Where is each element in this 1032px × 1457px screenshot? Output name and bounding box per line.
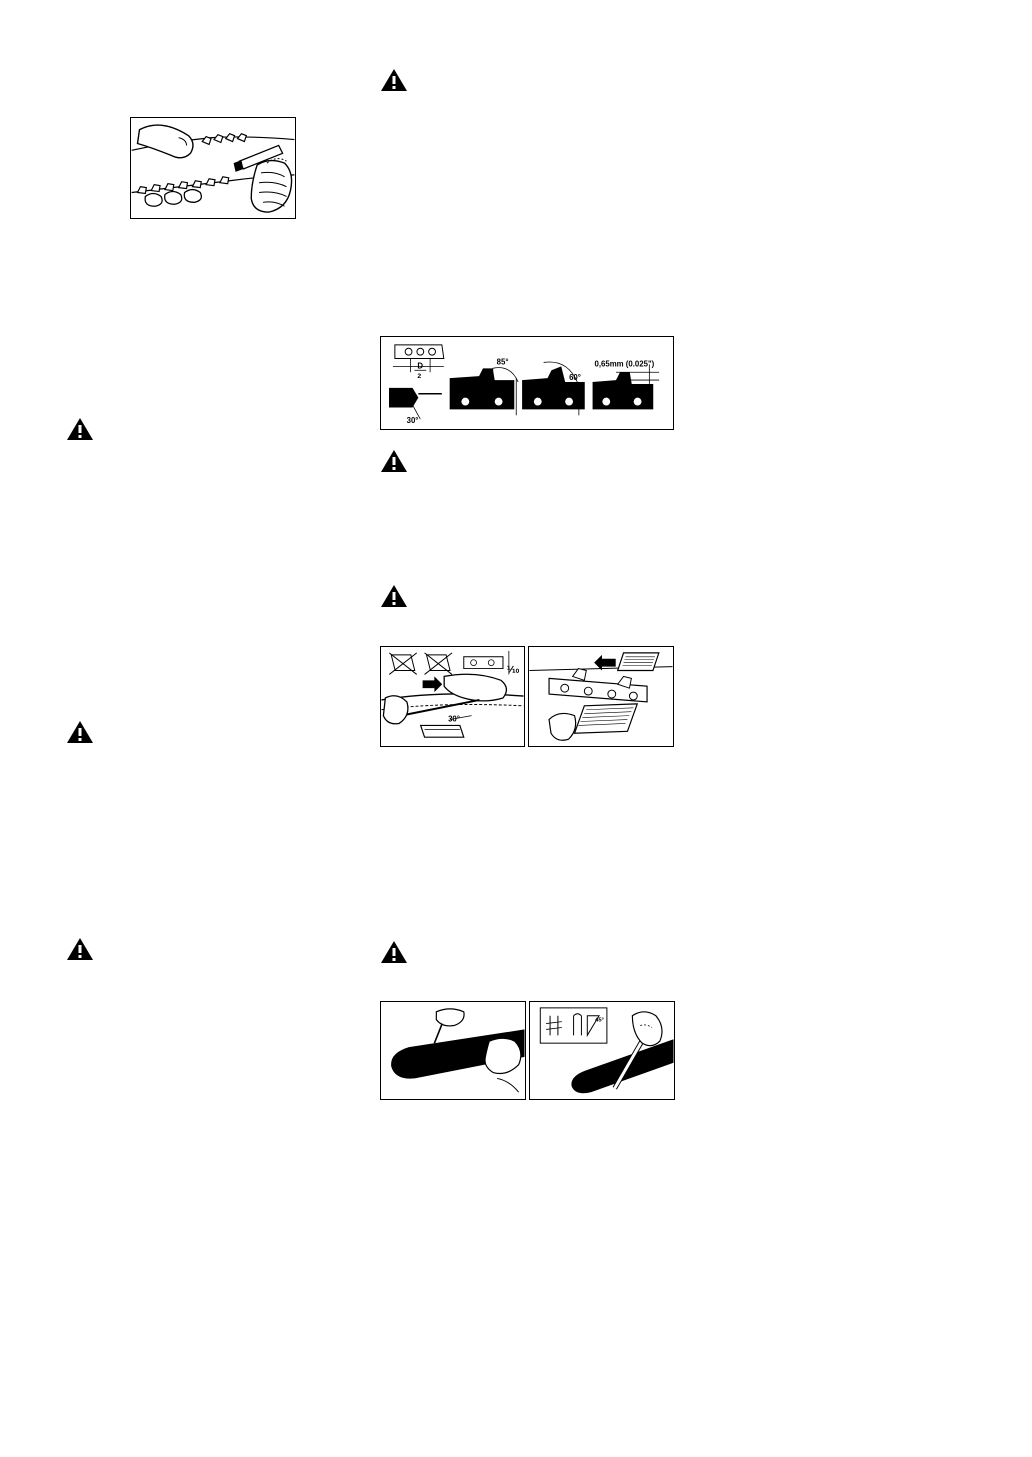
file-guide-illustration — [381, 647, 524, 746]
sharpening-angles-figure — [380, 336, 674, 430]
d-label: D — [417, 361, 424, 371]
depth-gauge-label: 0,65mm (0.025") — [594, 359, 655, 369]
depth-gauge-file-illustration — [529, 647, 673, 746]
angle-60-label: 60° — [569, 373, 581, 383]
warning-triangle-icon — [66, 720, 94, 744]
half-label: 2 — [417, 373, 422, 381]
warning-triangle-icon — [380, 584, 408, 608]
fraction-label: ⅒ — [506, 664, 519, 675]
warning-triangle-icon — [380, 449, 408, 473]
warning-triangle-icon — [66, 417, 94, 441]
chain-inspection-figure — [130, 117, 296, 219]
angle-30-label: 30° — [448, 714, 460, 724]
bar-groove-figure — [380, 1001, 526, 1100]
file-guide-figure — [380, 646, 525, 747]
burr-removal-figure — [529, 1001, 675, 1100]
bar-groove-illustration — [381, 1002, 525, 1099]
chain-inspection-illustration — [131, 118, 295, 218]
burr-removal-illustration — [530, 1002, 674, 1099]
angle-85-label: 85° — [496, 357, 509, 367]
warning-triangle-icon — [66, 937, 94, 961]
angle-30-label: 30° — [406, 416, 419, 426]
warning-triangle-icon — [380, 940, 408, 964]
angle-45-label: 45° — [595, 1017, 605, 1024]
depth-gauge-file-figure — [528, 646, 674, 747]
warning-triangle-icon — [380, 68, 408, 92]
sharpening-angles-diagram — [381, 337, 673, 429]
